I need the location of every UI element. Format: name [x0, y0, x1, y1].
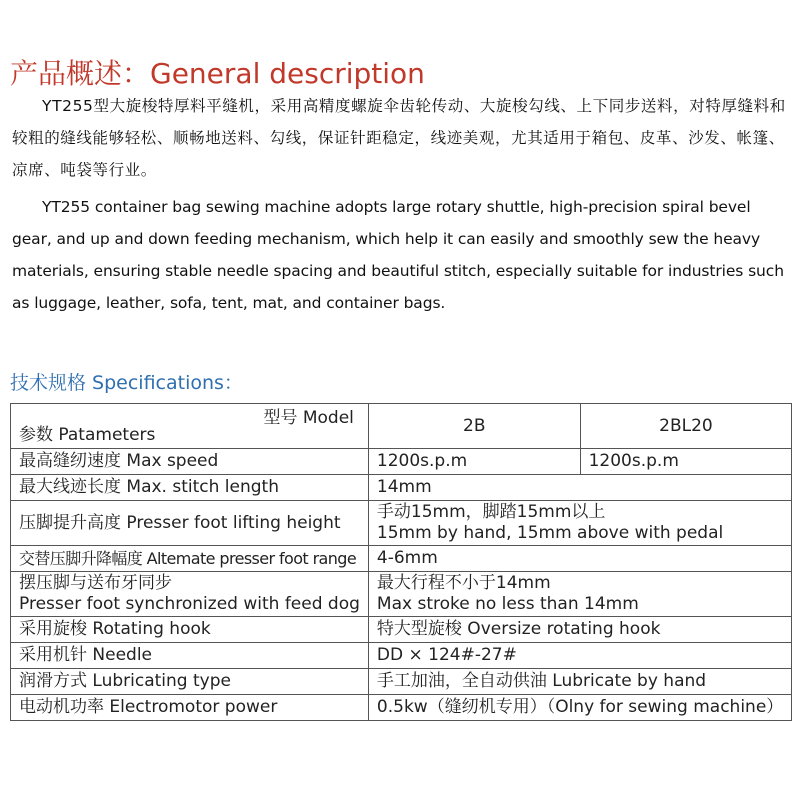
param-presser-sync-cn: 摆压脚与送布牙同步 — [19, 573, 172, 593]
table-row — [11, 449, 792, 475]
value-presser-sync — [368, 572, 791, 617]
param-presser-lifting: 压脚提升高度 Presser foot lifting height — [11, 501, 369, 546]
table-row — [11, 501, 792, 546]
header-param-label: 参数 Patameters — [19, 425, 156, 445]
specifications-table — [10, 403, 792, 721]
description-english-text: YT255 container bag sewing machine adopts large rotary shuttle, high-precision spiral bevel gear, and up and down feeding mechanism, which help it can easily and smoothly sew the heavy materials, ensuring stable needle spacing and beautiful stitch, especially suitable for industries such as luggage, leather, sofa, tent, mat, and container bags. — [12, 198, 784, 312]
table-row — [11, 669, 792, 695]
value-presser-lifting-cn: 手动15mm，脚踏15mm以上 — [376, 502, 606, 522]
table-row — [11, 475, 792, 501]
param-max-speed: 最高缝纫速度 Max speed — [11, 449, 369, 475]
header-model-2b: 2B — [368, 404, 580, 449]
table-header-row — [11, 404, 792, 449]
value-rotating-hook: 特大型旋梭 Oversize rotating hook — [368, 617, 791, 643]
value-alternate-presser: 4-6mm — [368, 546, 791, 572]
value-lubricating: 手工加油，全自动供油 Lubricate by hand — [368, 669, 791, 695]
value-motor-power: 0.5kw（缝纫机专用）（Olny for sewing machine） — [368, 695, 791, 721]
param-presser-sync — [11, 572, 369, 617]
description-chinese — [12, 90, 786, 186]
table-row — [11, 695, 792, 721]
value-presser-sync-cn: 最大行程不小于14mm — [376, 573, 551, 593]
header-model-label: 型号 Model — [263, 408, 354, 428]
param-motor-power: 电动机功率 Electromotor power — [11, 695, 369, 721]
param-alternate-presser: 交替压脚升降幅度 Altemate presser foot range — [11, 546, 369, 572]
table-row — [11, 546, 792, 572]
table-row — [11, 617, 792, 643]
param-stitch-length: 最大线迹长度 Max. stitch length — [11, 475, 369, 501]
value-presser-sync-en: Max stroke no less than 14mm — [376, 594, 639, 614]
table-row — [11, 572, 792, 617]
value-presser-lifting-en: 15mm by hand, 15mm above with pedal — [376, 523, 724, 543]
header-diagonal-cell — [11, 404, 369, 449]
value-needle: DD × 124#-27# — [368, 643, 791, 669]
header-model-2bl20: 2BL20 — [580, 404, 792, 449]
value-stitch-length: 14mm — [368, 475, 791, 501]
page-title: 产品概述：General description — [10, 57, 425, 90]
value-presser-lifting — [368, 501, 791, 546]
value-max-speed-2b: 1200s.p.m — [368, 449, 580, 475]
description-chinese-text: YT255型大旋梭特厚料平缝机，采用高精度螺旋伞齿轮传动、大旋梭勾线、上下同步送料，对特厚缝料和较粗的缝线能够轻松、顺畅地送料、勾线，保证针距稳定，线迹美观，尤其适用于箱包、皮革、沙发、帐篷、凉席、吨袋等行业。 — [12, 97, 786, 179]
value-max-speed-2bl20: 1200s.p.m — [580, 449, 792, 475]
table-row — [11, 643, 792, 669]
description-english — [12, 191, 786, 319]
param-rotating-hook: 采用旋梭 Rotating hook — [11, 617, 369, 643]
specifications-heading: 技术规格 Specifications： — [10, 372, 243, 394]
param-lubricating: 润滑方式 Lubricating type — [11, 669, 369, 695]
param-presser-sync-en: Presser foot synchronized with feed dog — [19, 594, 360, 614]
param-needle: 采用机针 Needle — [11, 643, 369, 669]
